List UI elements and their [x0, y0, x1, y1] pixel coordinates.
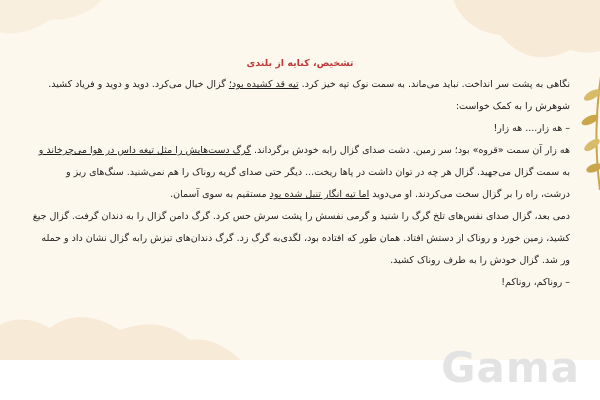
- text-segment: شوهرش را به کمک خواست:: [455, 101, 570, 112]
- text-segment: هه زار آن سمت «قروه» بود؛ سر زمین. دشت صدای گزال رابه خودش برگرداند.: [250, 145, 570, 156]
- text-line: [22, 206, 570, 228]
- leaf-sprig-icon: [572, 70, 600, 190]
- text-segment: به سمت گزال می‌جهید. گزال هر چه در توان داشت در پاها ریخت... دیگر حتی صدای گریه روناک را هم نمی‌شنید. سنگ‌های ریز و: [65, 167, 570, 178]
- story-text: [22, 74, 570, 294]
- underlined-phrase: گرگ دست‌هایش را مثل تیغه داس در هوا می‌چرخاند و: [38, 145, 251, 156]
- text-line: [22, 162, 570, 184]
- text-line: [22, 140, 570, 162]
- underlined-phrase: تپه قد کشیده بود؛: [228, 79, 299, 90]
- text-line: [22, 250, 570, 272]
- text-line: [22, 96, 570, 118]
- text-segment: – هه زار.... هه زار!: [493, 123, 570, 134]
- underlined-phrase: اما تپه انگار تنبل شده بود: [269, 189, 370, 200]
- annotation-caption: تشخیص، کنایه از بلندی: [246, 58, 354, 69]
- text-line: [22, 184, 570, 206]
- text-segment: درشت، راه را بر گزال سخت می‌کردند. او می‌دوید: [369, 189, 570, 200]
- text-line: [22, 118, 570, 140]
- text-line: [22, 228, 570, 250]
- text-segment: گزال خیال می‌کرد. دوید و دوید و فریاد کشید.: [48, 79, 229, 90]
- cloud-blob-top-left: [0, 0, 110, 50]
- text-segment: ور شد. گزال خودش را به طرف روناک کشید.: [390, 255, 570, 266]
- text-segment: – روناکم، روناکم!: [501, 277, 570, 288]
- gama-watermark-logo: Gama: [441, 343, 580, 392]
- text-line: [22, 74, 570, 96]
- text-line: [22, 272, 570, 294]
- text-segment: نگاهی به پشت سر انداخت. نباید می‌ماند. به سمت نوک تپه خیز کرد.: [298, 79, 570, 90]
- text-segment: مستقیم به سوی آسمان.: [170, 189, 270, 200]
- text-segment: کشید، زمین خورد و روناک از دستش افتاد. همان طور که افتاده بود، لگدی‌به گرگ زد. گرگ دندان‌های تیزش رابه گزال نشان داد و حمله: [41, 233, 570, 244]
- text-segment: دمی بعد، گزال صدای نفس‌های تلخ گرگ را شنید و گرمی نفسش را پشت سرش حس کرد. گرگ دامن گزال را به دندان گرفت. گزال جیغ: [32, 211, 570, 222]
